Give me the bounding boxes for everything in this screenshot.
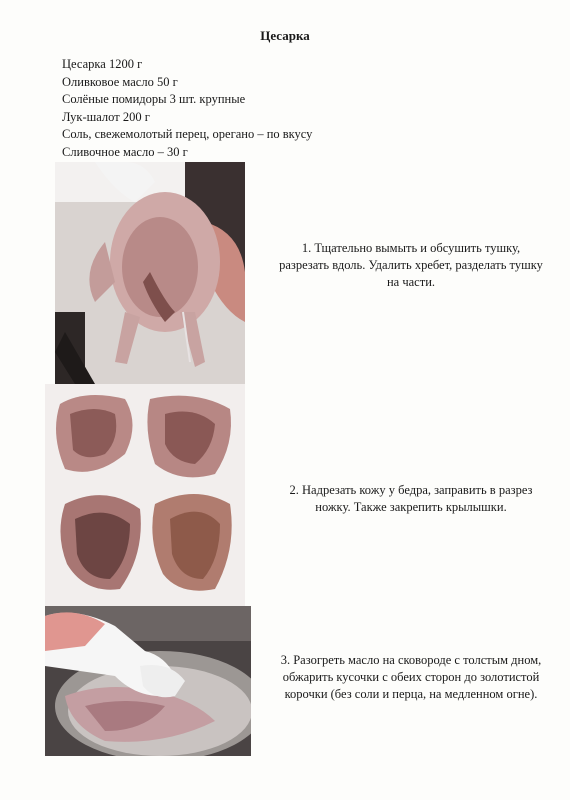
- step-1-photo: [55, 162, 245, 384]
- ingredient-item: Цесарка 1200 г: [62, 57, 143, 71]
- ingredient-item: Соль, свежемолотый перец, орегано – по вкусу: [62, 127, 313, 141]
- ingredient-item: Сливочное масло – 30 г: [62, 144, 188, 159]
- step-3-photo: [45, 606, 251, 756]
- step-3-text: 3. Разогреть масло на сковороде с толстым дном, обжарить кусочки с обеих сторон до золотистой корочки (без соли и перца, на медленном огне).: [280, 653, 542, 701]
- recipe-title: Цесарка: [260, 28, 310, 43]
- ingredient-item: Солёные помидоры 3 шт. крупные: [62, 92, 246, 106]
- ingredient-item: Оливковое масло 50 г: [62, 74, 178, 89]
- step-1-text: 1. Тщательно вымыть и обсушить тушку, разрезать вдоль. Удалить хребет, разделать тушку на части.: [279, 241, 543, 289]
- step-2-photo: [45, 384, 245, 606]
- step-2-text: 2. Надрезать кожу у бедра, заправить в разрез ножку. Также закрепить крылышки.: [289, 483, 533, 514]
- ingredient-list: [62, 56, 312, 179]
- ingredient-item: Лук-шалот 200 г: [62, 109, 150, 124]
